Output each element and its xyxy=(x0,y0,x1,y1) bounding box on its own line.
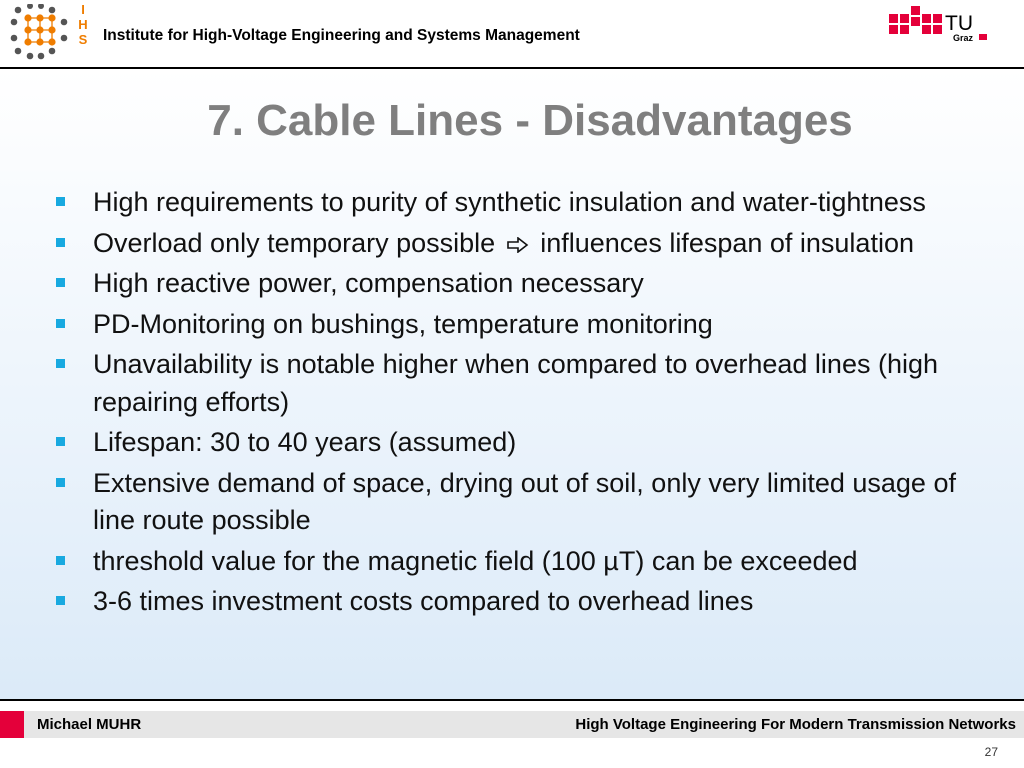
bullet-text: PD-Monitoring on bushings, temperature monitoring xyxy=(93,308,713,339)
square-bullet-icon xyxy=(56,437,65,446)
ihs-letter-s: S xyxy=(78,32,88,47)
footer-rule xyxy=(0,699,1024,701)
bullet-item xyxy=(56,265,996,303)
bullet-item xyxy=(56,346,996,421)
bullet-text: 3-6 times investment costs compared to overhead lines xyxy=(93,586,754,616)
bullet-list xyxy=(56,184,996,621)
ihs-letters xyxy=(76,2,90,47)
square-bullet-icon xyxy=(56,278,65,287)
bullet-text: threshold value for the magnetic field (100 µT) can be exceeded xyxy=(93,545,858,576)
institute-name: Institute for High-Voltage Engineering and Systems Management xyxy=(103,27,580,44)
footer-course-title: High Voltage Engineering For Modern Transmission Networks xyxy=(575,716,1016,733)
bullet-item xyxy=(56,465,996,540)
square-bullet-icon xyxy=(56,596,65,605)
header-rule xyxy=(0,67,1024,69)
square-bullet-icon xyxy=(56,359,65,368)
bullet-text-after-arrow: influences lifespan of insulation xyxy=(540,227,914,258)
tu-logo-subtext: Graz xyxy=(953,33,974,43)
square-bullet-icon xyxy=(56,197,65,206)
bullet-text: High requirements to purity of synthetic insulation and water-tightness xyxy=(93,187,926,217)
square-bullet-icon xyxy=(56,238,65,247)
hollow-right-arrow-icon xyxy=(507,237,529,253)
square-bullet-icon xyxy=(56,556,65,565)
bullet-item xyxy=(56,424,996,462)
bullet-text: Extensive demand of space, drying out of soil, only very limited usage of line route possible xyxy=(93,467,956,535)
bullet-text: Unavailability is notable higher when compared to overhead lines (high repairing efforts) xyxy=(93,349,939,417)
tu-graz-logo-icon xyxy=(889,6,989,44)
bullet-item xyxy=(56,306,996,344)
bullet-text: Lifespan: 30 to 40 years (assumed) xyxy=(93,427,517,457)
bullet-text: High reactive power, compensation necessary xyxy=(93,268,644,298)
ihs-letter-h: H xyxy=(78,17,88,32)
tu-logo-text: TU xyxy=(945,12,973,35)
square-bullet-icon xyxy=(56,478,65,487)
footer-author: Michael MUHR xyxy=(37,716,142,733)
bullet-item xyxy=(56,184,996,222)
ihs-letter-i: I xyxy=(81,2,85,17)
bullet-item xyxy=(56,543,996,581)
slide-footer xyxy=(0,711,1024,738)
slide-title: 7. Cable Lines - Disadvantages xyxy=(207,96,853,145)
square-bullet-icon xyxy=(56,319,65,328)
page-number: 27 xyxy=(984,745,998,759)
bullet-text-before-arrow: Overload only temporary possible xyxy=(93,227,496,258)
slide-header xyxy=(0,0,1024,68)
bullet-item xyxy=(56,583,996,621)
ihs-logo-icon xyxy=(10,4,72,60)
bullet-item xyxy=(56,225,996,263)
footer-accent-block xyxy=(0,711,24,738)
